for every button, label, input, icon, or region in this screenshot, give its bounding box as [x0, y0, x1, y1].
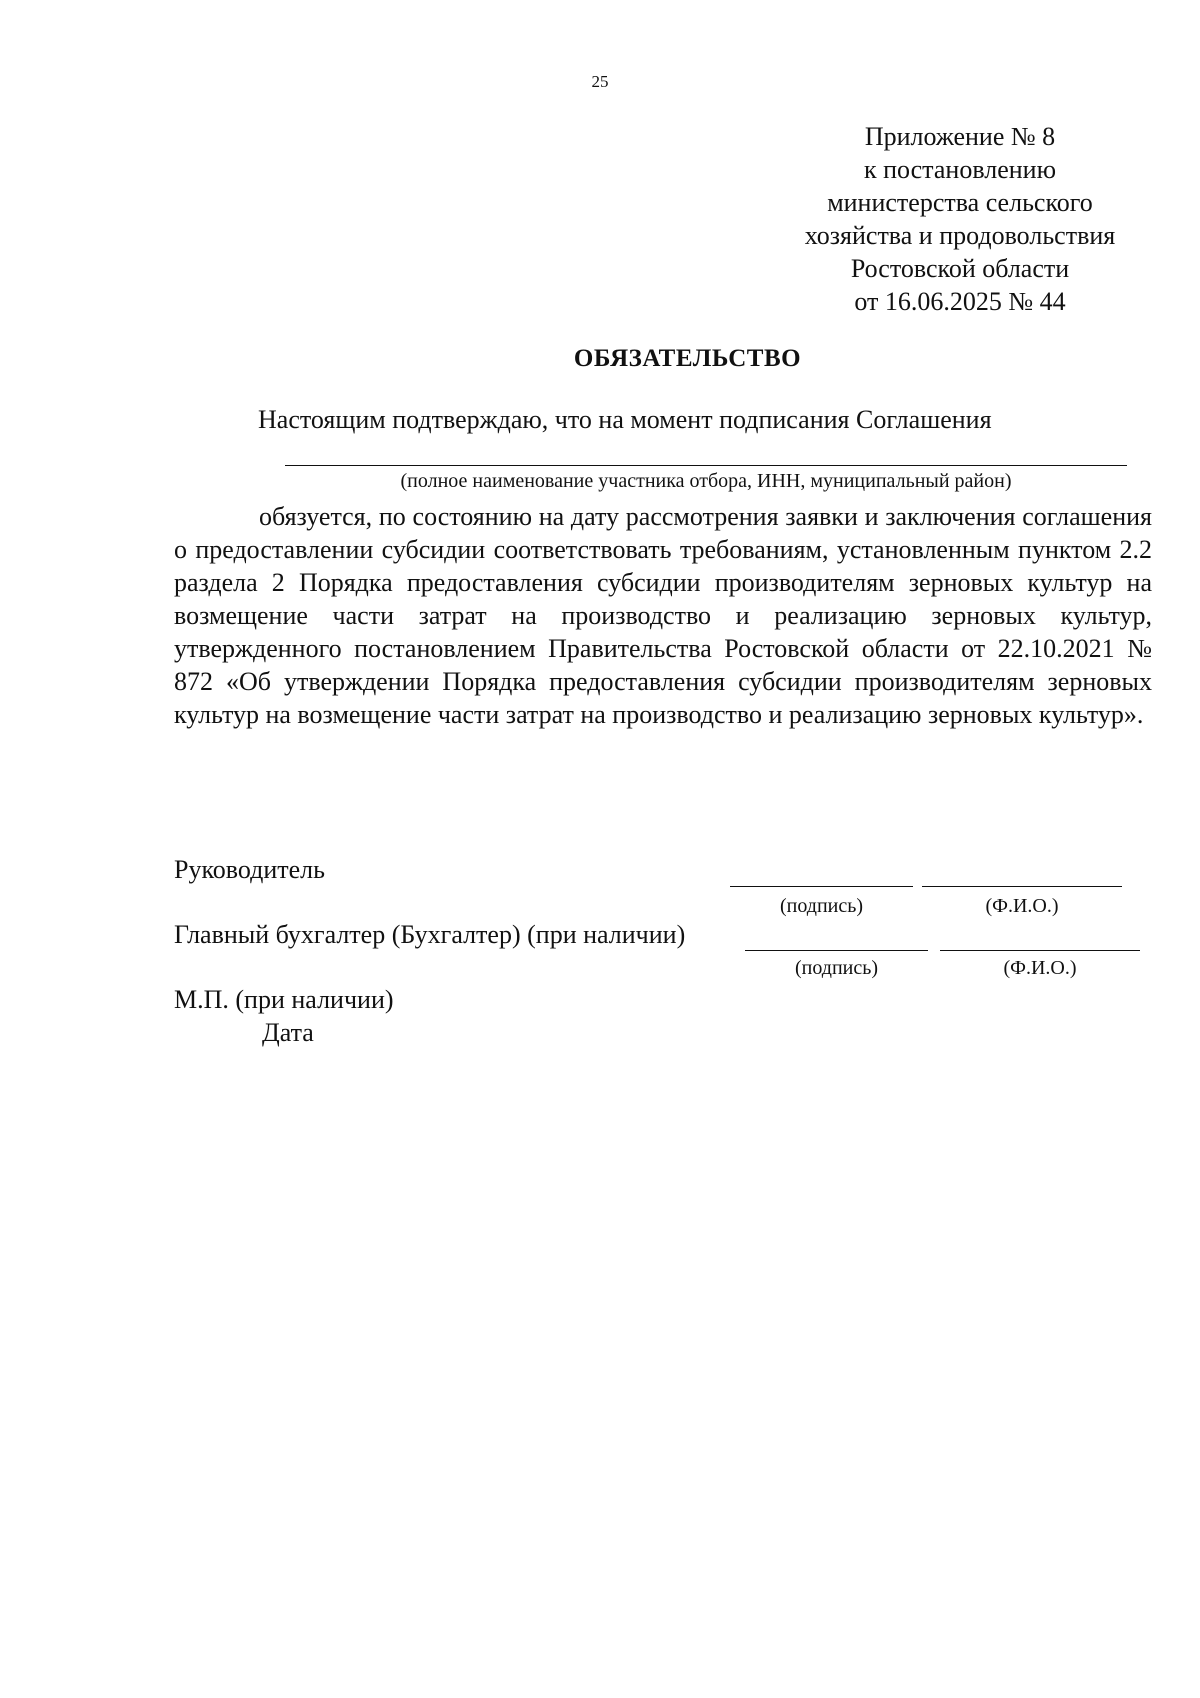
participant-name-line	[285, 465, 1127, 466]
obligation-paragraph: обязуется, по состоянию на дату рассмотрения заявки и заключения соглашения о предоставлении субсидии соответствовать требованиям, установленным пунктом 2.2 раздела 2 Порядка предоставления субсидии производителям зерновых культур на возмещение части затрат на производство и реализацию зерновых культур, утвержденного постановлением Правительства Ростовской области от 22.10.2021 № 872 «Об утверждении Порядка предоставления субсидии производителям зерновых культур на возмещение части затрат на производство и реализацию зерновых культур».	[174, 502, 1152, 729]
accountant-label: Главный бухгалтер (Бухгалтер) (при наличии)	[174, 920, 686, 949]
head-signature-caption: (подпись)	[779, 895, 864, 917]
obligation-body	[174, 500, 1152, 731]
appendix-block	[770, 120, 1150, 318]
accountant-signature-caption: (подпись)	[794, 957, 879, 979]
page-number: 25	[591, 72, 609, 91]
head-label: Руководитель	[174, 855, 325, 884]
accountant-fio-line	[940, 950, 1140, 951]
intro-text: Настоящим подтверждаю, что на момент подписания Соглашения	[258, 405, 992, 434]
head-signature-line	[730, 886, 913, 887]
appendix-line: хозяйства и продовольствия	[804, 221, 1116, 250]
accountant-signature-line	[745, 950, 928, 951]
appendix-line: к постановлению	[863, 155, 1057, 184]
appendix-line: Приложение № 8	[864, 122, 1056, 151]
head-fio-caption: (Ф.И.О.)	[985, 895, 1059, 917]
stamp-label: М.П. (при наличии)	[174, 985, 394, 1014]
accountant-fio-caption: (Ф.И.О.)	[1003, 957, 1077, 979]
appendix-line: министерства сельского	[827, 188, 1093, 217]
appendix-line: от 16.06.2025 № 44	[854, 287, 1066, 316]
document-title: ОБЯЗАТЕЛЬСТВО	[573, 345, 802, 372]
date-label: Дата	[262, 1018, 314, 1047]
head-fio-line	[922, 886, 1122, 887]
participant-name-caption: (полное наименование участника отбора, ИНН, муниципальный район)	[400, 470, 1012, 492]
appendix-line: Ростовской области	[850, 254, 1070, 283]
